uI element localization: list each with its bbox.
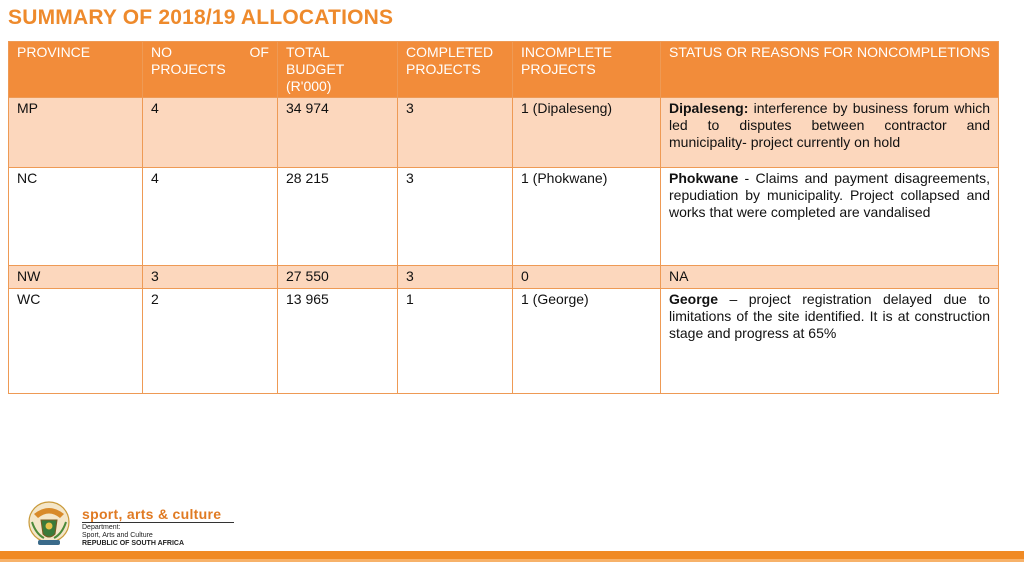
cell-projects: 3	[143, 266, 278, 289]
cell-incomplete: 0	[513, 266, 661, 289]
reason-text: - Claims and payment disagreements, repudiation by municipality. Project collapsed and works that were completed are vandalised	[669, 170, 990, 220]
cell-budget: 28 215	[278, 168, 398, 266]
cell-reason	[661, 98, 999, 168]
department-label: Department:	[82, 524, 121, 531]
cell-province: MP	[9, 98, 143, 168]
cell-budget: 34 974	[278, 98, 398, 168]
cell-reason	[661, 289, 999, 394]
table-row	[9, 266, 999, 289]
republic-label: REPUBLIC OF SOUTH AFRICA	[82, 540, 185, 547]
cell-reason	[661, 266, 999, 289]
cell-province: NW	[9, 266, 143, 289]
cell-incomplete: 1 (George)	[513, 289, 661, 394]
cell-completed: 1	[398, 289, 513, 394]
cell-projects: 4	[143, 98, 278, 168]
reason-project-name: Dipaleseng:	[669, 100, 749, 116]
header-total-budget: TOTAL BUDGET (R'000)	[278, 42, 398, 98]
cell-completed: 3	[398, 266, 513, 289]
header-province: PROVINCE	[9, 42, 143, 98]
reason-text: NA	[669, 268, 689, 284]
table-row	[9, 98, 999, 168]
cell-completed: 3	[398, 168, 513, 266]
table-header-row	[9, 42, 999, 98]
reason-text: interference by business forum which led to disputes between contractor and municipality- project currently on hold	[669, 100, 990, 150]
cell-province: NC	[9, 168, 143, 266]
cell-projects: 2	[143, 289, 278, 394]
reason-project-name: Phokwane	[669, 170, 739, 186]
header-status-reasons: STATUS OR REASONS FOR NONCOMPLETIONS	[661, 42, 999, 98]
cell-projects: 4	[143, 168, 278, 266]
header-no-of-projects: NO OF PROJECTS	[143, 42, 278, 98]
table-row	[9, 289, 999, 394]
department-name: Sport, Arts and Culture	[82, 532, 153, 539]
header-incomplete-projects: INCOMPLETE PROJECTS	[513, 42, 661, 98]
footer-bar	[0, 551, 1024, 559]
reason-text: – project registration delayed due to limitations of the site identified. It is at construction stage and progress at 65%	[669, 291, 990, 341]
allocations-table	[8, 41, 999, 394]
brand-name: sport, arts & culture	[82, 506, 222, 522]
page-title: SUMMARY OF 2018/19 ALLOCATIONS	[8, 6, 394, 29]
header-completed-projects: COMPLETED PROJECTS	[398, 42, 513, 98]
cell-incomplete: 1 (Dipaleseng)	[513, 98, 661, 168]
cell-completed: 3	[398, 98, 513, 168]
footer-bar-light	[0, 559, 1024, 562]
table-row	[9, 168, 999, 266]
cell-incomplete: 1 (Phokwane)	[513, 168, 661, 266]
reason-project-name: George	[669, 291, 719, 307]
department-block	[82, 524, 184, 548]
cell-budget: 13 965	[278, 289, 398, 394]
brand-divider	[82, 522, 234, 523]
coat-of-arms-icon	[26, 500, 72, 553]
cell-province: WC	[9, 289, 143, 394]
cell-reason	[661, 168, 999, 266]
cell-budget: 27 550	[278, 266, 398, 289]
